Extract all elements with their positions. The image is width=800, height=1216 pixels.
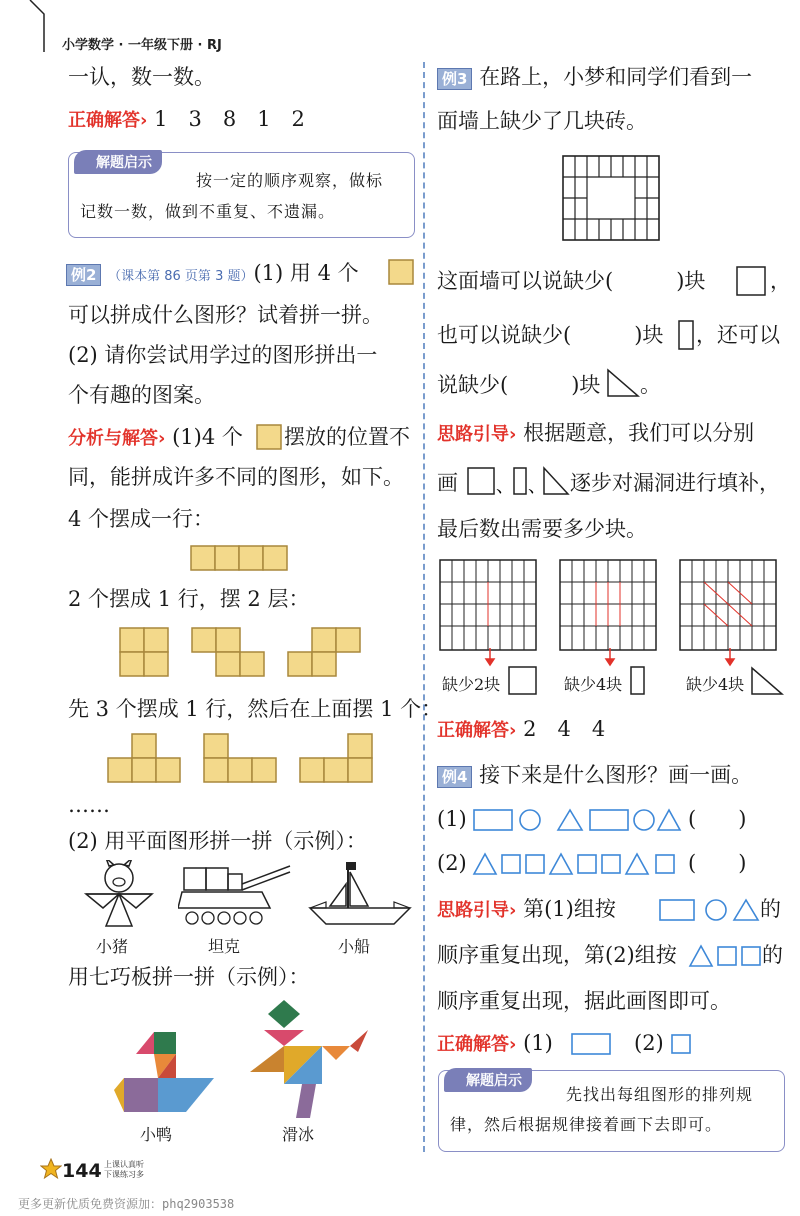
big-square-icon: [736, 266, 766, 296]
question-d: 说缺少( )块: [437, 373, 601, 397]
guide-2-text-a: 第(1)组按: [523, 897, 616, 921]
thin-rect-icon: [630, 666, 646, 696]
guide-1-text-d: 最后数出需要多少块。: [437, 517, 647, 541]
shape-sequence-icons: [466, 466, 570, 496]
skate-caption: 滑冰: [282, 1125, 315, 1144]
three-plus-one-shapes: [104, 732, 384, 788]
footer-slogan: [104, 1160, 144, 1180]
svg-text:、: 、: [528, 476, 546, 496]
pig-figure-icon: [76, 860, 162, 930]
question-a: 这面墙可以说缺少( )块: [437, 269, 706, 293]
guide-label: 思路引导: [437, 424, 509, 445]
answer-4-a: (1): [523, 1031, 553, 1055]
example-4-line: [437, 762, 752, 789]
pig-caption: 小猪: [96, 937, 129, 956]
svg-text:、: 、: [496, 476, 514, 496]
pattern-2-shapes: [688, 942, 762, 970]
seq2-paren: ( ): [688, 851, 747, 875]
missing-label-3: 缺少4块: [686, 675, 745, 694]
example-2-q2a: (2) 请你尝试用学过的图形拼出一: [68, 343, 378, 367]
question-c: ，还可以: [696, 323, 780, 347]
ellipsis: ……: [68, 793, 110, 817]
answer-label: 正确解答: [437, 1034, 509, 1055]
example-3-line1: [437, 64, 752, 91]
arrow-icon: ›: [509, 1034, 517, 1055]
triangle-piece-icon: [606, 368, 640, 398]
guide-1-line1: [437, 420, 754, 448]
seq1-paren: ( ): [688, 807, 747, 831]
example-4-question: 接下来是什么图形？画一画。: [479, 763, 753, 787]
answer-4-b: (2): [634, 1031, 664, 1055]
slogan-line1: 上课认真听: [104, 1160, 144, 1169]
tank-figure-icon: [178, 862, 298, 930]
tip-label-2: 解题启示: [444, 1068, 532, 1092]
brick-wall-figure: [562, 155, 662, 243]
tip2-line1: 先找出每组图形的排列规: [566, 1085, 754, 1104]
analysis-line1: [68, 424, 243, 452]
arrow-icon: ›: [509, 900, 517, 921]
answer-label: 正确解答: [68, 110, 140, 131]
guide-label: 思路引导: [437, 900, 509, 921]
three-walls-figure: [438, 556, 786, 656]
period: 。: [640, 373, 661, 397]
guide-2-text-d: 的: [762, 943, 783, 967]
triangle-piece-icon: [750, 666, 784, 696]
tangram-skater-figure: [250, 1000, 370, 1124]
guide-1-text-b: 画: [437, 471, 458, 495]
missing-label-1: 缺少2块: [442, 675, 501, 694]
seq2-label: (2): [437, 851, 467, 875]
four-in-row-shape: [190, 544, 290, 572]
pattern-1-shapes: [658, 896, 760, 924]
arrow-icon: ›: [140, 110, 148, 131]
question-b: 也可以说缺少( )块: [437, 323, 664, 347]
duck-caption: 小鸭: [140, 1125, 173, 1144]
tip1-line2: 记数一数，做到不重复、不遗漏。: [80, 202, 336, 221]
example-2-tag: 例2: [66, 264, 101, 286]
big-square-icon: [508, 666, 538, 696]
example-2-q1a: (1) 用 4 个: [253, 261, 359, 285]
guide-2-text-b: 的: [760, 897, 781, 921]
answer-label: 正确解答: [437, 720, 509, 741]
answer-3-values: 2 4 4: [523, 717, 606, 741]
arrow-icon: ›: [509, 424, 517, 445]
tangram-duck-figure: [114, 1030, 222, 1122]
sequence-2-shapes: [472, 850, 684, 878]
two-layer-shapes: [118, 626, 378, 682]
example-3-line2: 面墙上缺少了几块砖。: [437, 109, 647, 133]
plane-shapes-label: (2) 用平面图形拼一拼（示例）：: [68, 829, 367, 853]
two-rows-label: 2 个摆成 1 行，摆 2 层：: [68, 587, 310, 611]
page-header: 小学数学 · 一年级下册 · RJ: [62, 38, 222, 53]
three-one-label: 先 3 个摆成 1 行，然后在上面摆 1 个：: [68, 697, 443, 721]
answer-3: [437, 716, 605, 744]
boat-caption: 小船: [338, 937, 371, 956]
column-divider: [423, 62, 425, 1152]
wall-1: [440, 560, 536, 650]
answer-rect-icon: [570, 1030, 614, 1056]
boat-figure-icon: [306, 858, 416, 930]
comma: ，: [770, 269, 791, 293]
tip-label-1: 解题启示: [74, 150, 162, 174]
footer-watermark: 更多更新优质免费资源加：phq2903538: [18, 1197, 235, 1211]
guide-2-text-c: 顺序重复出现，第(2)组按: [437, 943, 677, 967]
thin-rect-icon: [678, 320, 694, 350]
example-3-tag: 例3: [437, 68, 472, 90]
example-3-text1: 在路上，小梦和同学们看到一: [479, 65, 753, 89]
square-tile-icon: [388, 259, 414, 285]
tip1-line1: 按一定的顺序观察，做标: [196, 171, 384, 190]
example-2-q1b: 可以拼成什么图形？试着拼一拼。: [68, 303, 383, 327]
arrow-icon: ›: [158, 428, 166, 449]
page-number: 144: [62, 1160, 102, 1182]
guide-1-text-a: 根据题意，我们可以分别: [523, 421, 755, 445]
example-2-q2b: 个有趣的图案。: [68, 383, 215, 407]
star-mascot-icon: [40, 1158, 62, 1180]
arrow-icon: ›: [509, 720, 517, 741]
down-arrows: [438, 648, 786, 668]
wall-2: [560, 560, 656, 650]
missing-label-2: 缺少4块: [564, 675, 623, 694]
square-tile-icon: [256, 424, 282, 450]
slogan-line2: 下课练习多: [104, 1170, 144, 1179]
page-corner-decoration: [0, 0, 50, 52]
sequence-1-shapes: [472, 806, 682, 834]
guide-2-text-e: 顺序重复出现，据此画图即可。: [437, 989, 731, 1013]
analysis-c: 同，能拼成许多不同的图形，如下。: [68, 465, 404, 489]
analysis-a: (1)4 个: [172, 425, 243, 449]
answer-4: [437, 1030, 553, 1058]
answer-values: 1 3 8 1 2: [154, 107, 305, 131]
example-4-tag: 例4: [437, 766, 472, 788]
tank-caption: 坦克: [208, 937, 241, 956]
tangram-label: 用七巧板拼一拼（示例）：: [68, 965, 310, 989]
answer-square-icon: [670, 1030, 694, 1056]
tip2-line2: 律，然后根据规律接着画下去即可。: [450, 1115, 723, 1134]
guide-1-text-c: 逐步对漏洞进行填补，: [570, 471, 780, 495]
answer-1: [68, 106, 305, 134]
guide-2-line1: [437, 896, 616, 924]
example-2-line1: [66, 260, 359, 290]
analysis-b: 摆放的位置不: [284, 425, 410, 449]
intro-tail: 一认，数一数。: [68, 65, 215, 89]
analysis-label: 分析与解答: [68, 428, 158, 449]
seq1-label: (1): [437, 807, 467, 831]
example-2-ref: （课本第 86 页第 3 题）: [108, 269, 254, 284]
row-label: 4 个摆成一行：: [68, 507, 215, 531]
wall-3: [680, 560, 776, 650]
